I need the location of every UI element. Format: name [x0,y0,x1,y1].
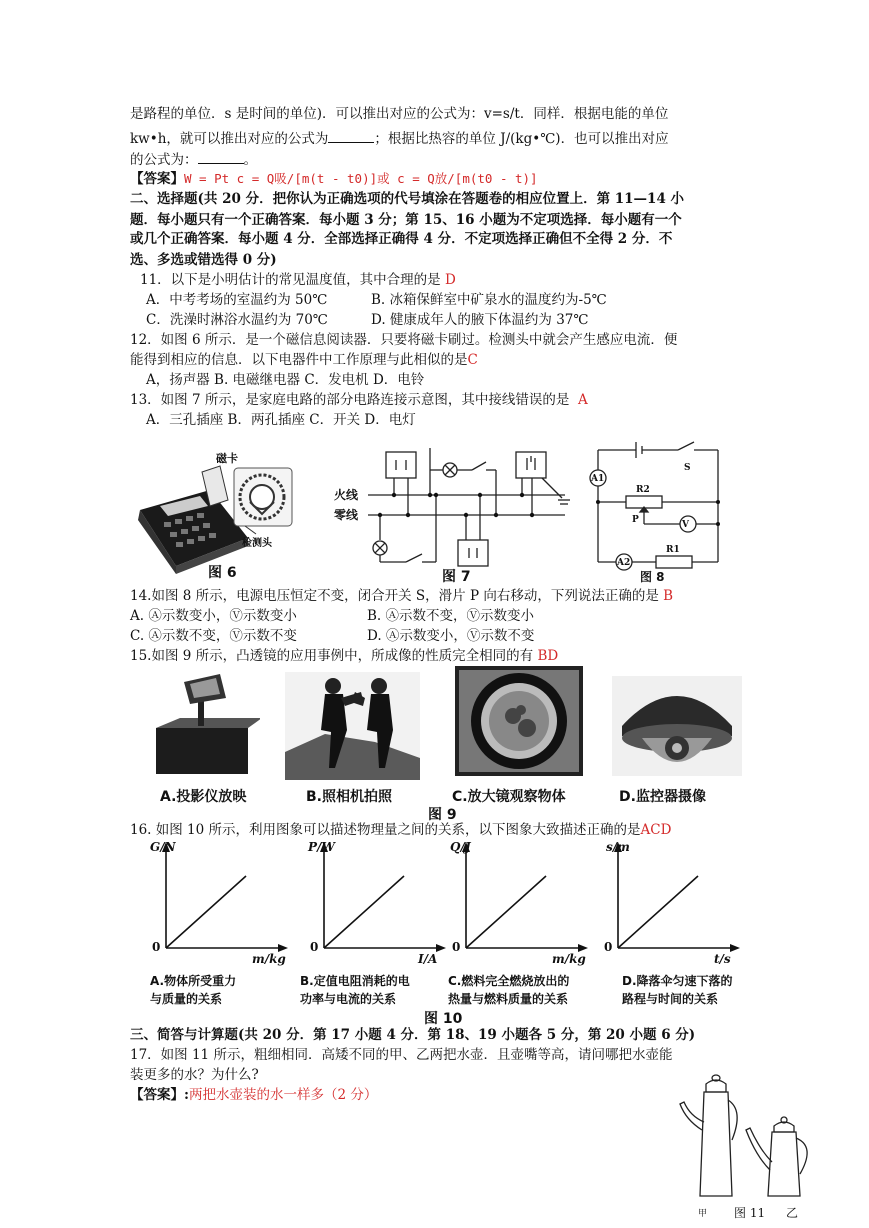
q13-stem [130,392,588,409]
answer-blank [328,130,374,143]
surveillance-camera-photo [612,676,742,776]
graph-a-y-label: G/N [150,840,176,854]
q17-answer-text: 两把水壶装的水一样多（2 分） [188,1087,378,1103]
q17-line1: 17．如图 11 所示，粗细相同．高矮不同的甲、乙两把水壶．且壶嘴等高，请问哪把水壶能 [130,1047,673,1063]
q14-opt-d: D. Ⓐ示数变小，Ⓥ示数不变 [367,628,535,644]
q12-answer: C [467,352,478,368]
q11-opt-a: A．中考考场的室温约为 50℃ [146,292,328,308]
graph-c-origin: 0 [452,940,461,954]
q17-answer [130,1087,377,1104]
graph-d-y-label: s/m [606,840,630,854]
q13-answer: A [577,392,588,408]
live-wire-label: 火线 [334,488,359,502]
graph-b-origin: 0 [310,940,319,954]
section2-line3: 或几个正确答案．每小题 4 分．全部选择正确得 4 分．不定项选择正确但不全得 2 分．不 [130,231,673,247]
q12-line1: 12．如图 6 所示．是一个磁信息阅读器．只要将磁卡刷过。检测头中就会产生感应电流．便 [130,332,678,348]
figure-11-caption: 图 11 [734,1206,766,1220]
voltmeter-label: V [682,520,689,530]
kettle-jia-label: 甲 [698,1209,708,1219]
q10-line2-b: ；根据比热容的单位 J/(kg•℃)．也可以推出对应 [374,131,669,147]
q16-answer: ACD [640,822,672,838]
q13-stem-text: 13．如图 7 所示，是家庭电路的部分电路连接示意图，其中接线错误的是 [130,392,570,408]
figure-9-caption: 图 9 [428,807,457,823]
q10-line3-a: 的公式为： [130,152,198,168]
graph-a-caption [150,972,236,1008]
graph-a-origin: 0 [152,940,161,954]
graph-d-caption [622,972,733,1008]
q14-opt-c: C. Ⓐ示数不变，Ⓥ示数不变 [130,628,297,644]
graph-d-origin: 0 [604,940,613,954]
figure-10-caption: 图 10 [424,1011,463,1027]
q14-opt-b: B. Ⓐ示数不变，Ⓥ示数变小 [367,608,535,624]
resistor-r1-label: R1 [666,545,680,555]
q16-stem-text: 16. 如图 10 所示，利用图象可以描述物理量之间的关系，以下图象大致描述正确的是 [130,822,641,838]
figure-7-household-circuit [330,440,580,585]
q10-line2 [130,130,669,148]
figure-6-caption: 图 6 [208,565,237,581]
graph-d-caption-line1: D.降落伞匀速下落的 [622,974,733,988]
figure-6-card-reader [130,442,310,582]
graph-a [150,840,295,970]
graph-b-line [324,876,404,948]
section2-line1: 二、选择题(共 20 分．把你认为正确选项的代号填涂在答题卷的相应位置上．第 11—14 小 [130,191,685,207]
section2-line2: 题．每小题只有一个正确答案．每小题 3 分；第 15、16 小题为不定项选择．每小题有一个 [130,212,682,228]
graph-a-x-label: m/kg [252,952,286,966]
answer-label: 【答案】: [130,1087,189,1103]
fig9-caption-a: A.投影仪放映 [160,789,247,805]
q10-line3 [130,151,257,169]
graph-c-y-label: Q/J [450,840,471,854]
projector-photo [150,668,260,778]
ammeter-a2-label: A2 [617,558,631,568]
graph-c [450,840,595,970]
resistor-r2-label: R2 [636,485,650,495]
graph-b-caption [300,972,410,1008]
q11-stem [140,272,456,289]
graph-b-x-label: I/A [418,952,438,966]
q13-options: A．三孔插座 B．两孔插座 C．开关 D．电灯 [146,412,416,428]
neutral-wire-label: 零线 [334,508,359,522]
q15-answer: BD [537,648,559,664]
magnifier-photo [455,666,583,776]
ammeter-a1-label: A1 [591,474,605,484]
q11-opt-b: B. 冰箱保鲜室中矿泉水的温度约为-5℃ [371,292,607,308]
card-label: 磁卡 [216,452,238,465]
q14-stem [130,588,673,605]
q10-answer-text: W = Pt c = Q吸/[m(t - t0)]或 c = Q放/[m(t0 - t)] [184,171,538,186]
fig9-caption-b: B.照相机拍照 [306,789,392,805]
q14-opt-a: A. Ⓐ示数变小，Ⓥ示数变小 [130,608,297,624]
figure-8-caption: 图 8 [640,570,665,584]
figure-8-circuit [584,440,734,585]
graph-b-caption-line1: B.定值电阻消耗的电 [300,974,410,988]
graph-c-caption [448,972,569,1008]
answer-label: 【答案】 [130,171,184,187]
section3-title: 三、简答与计算题(共 20 分．第 17 小题 4 分．第 18、19 小题各 5 分，第 20 小题 6 分) [130,1027,696,1043]
graph-d [602,840,747,970]
graph-d-x-label: t/s [714,952,731,966]
q10-line1: 是路程的单位．s 是时间的单位)．可以推出对应的公式为：v=s/t．同样．根据电能的单位 [130,106,669,122]
q11-stem-text: 11．以下是小明估计的常见温度值，其中合理的是 [140,272,441,288]
figure-11-kettles [676,1070,826,1222]
q10-line3-b: 。 [243,152,257,168]
household-circuit-diagram [330,440,580,585]
q12-line2 [130,352,478,369]
graph-c-caption-line1: C.燃料完全燃烧放出的 [448,974,570,988]
graph-c-line [466,876,546,948]
q17-line2: 装更多的水？为什么? [130,1067,259,1083]
figure-7-caption: 图 7 [442,569,471,585]
q14-answer: B [663,588,674,604]
q12-options: A，扬声器 B. 电磁继电器 C．发电机 D．电铃 [146,372,425,388]
graph-c-caption-line2: 热量与燃料质量的关系 [448,992,569,1006]
answer-blank [198,151,244,164]
graph-a-caption-line1: A.物体所受重力 [150,974,237,988]
slider-p-label: P [632,515,639,525]
q15-stem-text: 15.如图 9 所示，凸透镜的应用事例中，所成像的性质完全相同的有 [130,648,534,664]
detector-label: 检测头 [242,538,272,549]
graph-a-caption-line2: 与质量的关系 [150,992,223,1006]
graph-d-line [618,876,698,948]
fig9-caption-c: C.放大镜观察物体 [452,789,566,805]
fig9-caption-d: D.监控器摄像 [619,789,706,805]
graph-d-caption-line2: 路程与时间的关系 [622,992,719,1006]
q12-line2-text: 能得到相应的信息．以下电器件中工作原理与此相似的是 [130,352,468,368]
q10-line2-a: kw•h，就可以推出对应的公式为 [130,131,329,147]
kettle-yi-label: 乙 [786,1206,799,1220]
q16-stem [130,822,671,839]
q14-stem-text: 14.如图 8 所示，电源电压恒定不变，闭合开关 S，滑片 P 向右移动，下列说法正确的是 [130,588,659,604]
q11-opt-c: C．洗澡时淋浴水温约为 70℃ [146,312,328,328]
graph-b-y-label: P/W [308,840,335,854]
q11-answer: D [444,272,456,288]
resistor-circuit-diagram [584,440,734,585]
switch-s-label: S [684,463,691,473]
q10-answer [130,170,538,188]
graph-b-caption-line2: 功率与电流的关系 [300,992,397,1006]
graph-a-line [166,876,246,948]
section2-line4: 选、多选或错选得 0 分) [130,252,277,268]
graph-c-x-label: m/kg [552,952,586,966]
q11-opt-d: D. 健康成年人的腋下体温约为 37℃ [371,312,589,328]
camera-photo [285,672,420,780]
graph-b [308,840,453,970]
q15-stem [130,648,558,665]
